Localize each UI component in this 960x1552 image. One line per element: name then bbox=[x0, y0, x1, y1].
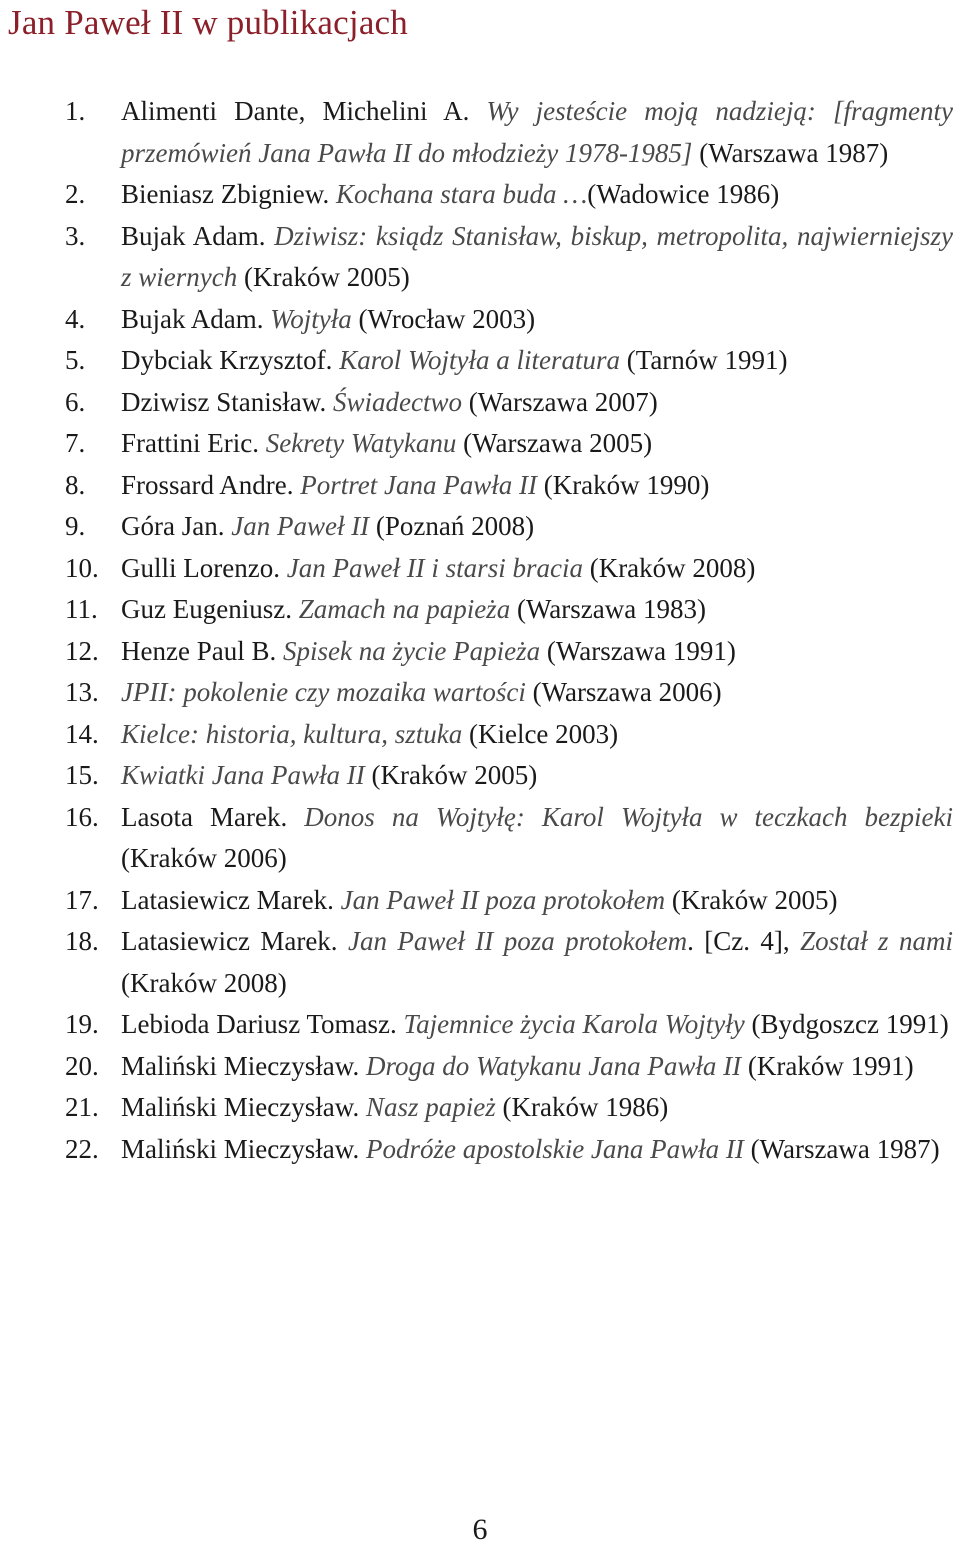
bibliography-entry bbox=[65, 631, 953, 673]
bibliography-entry bbox=[65, 755, 953, 797]
entry-title: Jan Paweł II i starsi bracia bbox=[286, 552, 583, 583]
entry-publication: (Kraków 2008) bbox=[582, 552, 756, 583]
entry-author: Frossard Andre. bbox=[121, 469, 301, 500]
entry-number: 19. bbox=[65, 1009, 99, 1039]
entry-number: 20. bbox=[65, 1050, 99, 1081]
entry-author: Maliński Mieczysław. bbox=[121, 1133, 366, 1164]
entry-title: Sekrety Watykanu bbox=[265, 428, 457, 458]
entry-author: Frattini Eric. bbox=[121, 428, 266, 458]
entry-number: 11. bbox=[65, 594, 98, 624]
entry-title: Nasz papież bbox=[365, 1092, 496, 1122]
entry-publication: (Warszawa 1983) bbox=[510, 594, 706, 624]
entry-author: Maliński Mieczysław. bbox=[121, 1092, 366, 1122]
bibliography-entry bbox=[65, 548, 953, 590]
entry-publication: (Warszawa 1987) bbox=[692, 137, 889, 168]
bibliography-entry bbox=[65, 174, 953, 216]
entry-number: 1. bbox=[65, 96, 86, 126]
entry-number: 8. bbox=[65, 469, 86, 500]
page-title: Jan Paweł II w publikacjach bbox=[8, 3, 408, 42]
bibliography-entry bbox=[65, 921, 953, 1004]
entry-title: Wojtyła bbox=[270, 303, 352, 334]
entry-publication: (Wrocław 2003) bbox=[351, 303, 536, 334]
entry-author: Lasota Marek. bbox=[121, 801, 305, 832]
entry-author: Bieniasz Zbigniew. bbox=[121, 179, 336, 209]
bibliography-entry bbox=[65, 797, 953, 880]
entry-publication: (Kraków 1990) bbox=[536, 469, 710, 500]
entry-author: Guz Eugeniusz. bbox=[121, 594, 299, 624]
entry-author: Latasiewicz Marek. bbox=[121, 926, 348, 956]
bibliography-entry bbox=[65, 382, 953, 424]
entry-publication: (Kraków 2006) bbox=[121, 843, 287, 873]
entry-title: Tajemnice życia Karola Wojtyły bbox=[403, 1009, 745, 1039]
entry-number: 12. bbox=[65, 635, 99, 666]
entry-number: 15. bbox=[65, 760, 99, 790]
bibliography-entry bbox=[65, 1046, 953, 1088]
entry-author: Bujak Adam. bbox=[121, 220, 275, 251]
entry-number: 22. bbox=[65, 1133, 99, 1164]
entry-number: 7. bbox=[65, 428, 86, 458]
bibliography-entry bbox=[65, 299, 953, 341]
entry-publication: (Warszawa 2005) bbox=[456, 428, 653, 458]
entry-title: Droga do Watykanu Jana Pawła II bbox=[365, 1050, 742, 1081]
bibliography-entry bbox=[65, 880, 953, 922]
entry-title: Dziwisz: ksiądz Stanisław, biskup, metropolita, najwierniejszy z wiernych bbox=[121, 220, 953, 292]
entry-publication: (Kraków 1986) bbox=[495, 1092, 669, 1122]
entry-number: 18. bbox=[65, 926, 99, 956]
entry-title: Kwiatki Jana Pawła II bbox=[121, 760, 365, 790]
entry-title: Wy jesteście moją nadzieją: [fragmenty przemówień Jana Pawła II do młodzieży 1978-1985] bbox=[121, 96, 953, 168]
entry-publication: (Warszawa 1987) bbox=[743, 1133, 940, 1164]
bibliography-entry bbox=[65, 91, 953, 174]
entry-number: 5. bbox=[65, 345, 86, 375]
bibliography-entry bbox=[65, 216, 953, 299]
page-number: 6 bbox=[472, 1513, 488, 1546]
entry-number: 4. bbox=[65, 303, 86, 334]
bibliography-entry bbox=[65, 506, 953, 548]
bibliography-entry bbox=[65, 1087, 953, 1129]
entry-author: Dybciak Krzysztof. bbox=[121, 345, 340, 375]
entry-publication: (Warszawa 1991) bbox=[540, 635, 736, 666]
entry-publication: (Warszawa 2007) bbox=[461, 386, 658, 417]
entry-publication: (Wadowice 1986) bbox=[587, 179, 780, 209]
entry-title: Kochana stara buda … bbox=[335, 179, 588, 209]
bibliography-entry bbox=[65, 672, 953, 714]
bibliography-entry bbox=[65, 340, 953, 382]
entry-number: 13. bbox=[65, 677, 99, 707]
bibliography-entry bbox=[65, 465, 953, 507]
entry-publication: (Warszawa 2006) bbox=[525, 677, 722, 707]
entry-author: Bujak Adam. bbox=[121, 303, 271, 334]
entry-publication: (Poznań 2008) bbox=[369, 511, 535, 541]
entry-title: Donos na Wojtyłę: Karol Wojtyła w teczkach bezpieki bbox=[304, 801, 953, 832]
entry-title-2: Został z nami bbox=[800, 926, 953, 956]
bibliography-entry bbox=[65, 423, 953, 465]
entry-number: 17. bbox=[65, 884, 99, 915]
entry-title: Jan Paweł II poza protokołem bbox=[340, 884, 666, 915]
entry-title: Spisek na życie Papieża bbox=[282, 635, 541, 666]
bibliography-entry bbox=[65, 589, 953, 631]
entry-title: Zamach na papieża bbox=[298, 594, 511, 624]
entry-title: Podróże apostolskie Jana Pawła II bbox=[365, 1133, 744, 1164]
entry-publication: (Kielce 2003) bbox=[462, 718, 619, 749]
entry-publication: (Kraków 1991) bbox=[741, 1050, 914, 1081]
entry-title: Jan Paweł II bbox=[231, 511, 370, 541]
entry-title: JPII: pokolenie czy mozaika wartości bbox=[121, 677, 526, 707]
entry-number: 3. bbox=[65, 220, 86, 251]
entry-number: 9. bbox=[65, 511, 86, 541]
entry-publication: (Kraków 2005) bbox=[237, 262, 410, 292]
entry-author: Latasiewicz Marek. bbox=[121, 884, 341, 915]
entry-title: Karol Wojtyła a literatura bbox=[339, 345, 620, 375]
entry-number: 21. bbox=[65, 1092, 99, 1122]
entry-number: 6. bbox=[65, 386, 86, 417]
entry-author: Dziwisz Stanisław. bbox=[121, 386, 333, 417]
entry-title: Kielce: historia, kultura, sztuka bbox=[121, 718, 463, 749]
entry-author: Gulli Lorenzo. bbox=[121, 552, 287, 583]
entry-number: 2. bbox=[65, 179, 86, 209]
entry-publication: (Kraków 2005) bbox=[665, 884, 838, 915]
entry-author: Alimenti Dante, Michelini A. bbox=[121, 96, 487, 126]
entry-author: Henze Paul B. bbox=[121, 635, 283, 666]
entry-number: 10. bbox=[65, 552, 99, 583]
bibliography-entry bbox=[65, 1004, 953, 1046]
entry-number: 16. bbox=[65, 801, 99, 832]
entry-publication-2: (Kraków 2008) bbox=[121, 967, 287, 998]
bibliography-entry bbox=[65, 1129, 953, 1171]
entry-number: 14. bbox=[65, 718, 99, 749]
bibliography-list bbox=[65, 91, 953, 1170]
entry-publication: (Kraków 2005) bbox=[364, 760, 538, 790]
entry-title: Portret Jana Pawła II bbox=[300, 469, 537, 500]
entry-publication: . [Cz. 4], bbox=[687, 926, 801, 956]
entry-publication: (Tarnów 1991) bbox=[619, 345, 788, 375]
entry-publication: (Bydgoszcz 1991) bbox=[744, 1009, 949, 1039]
entry-title: Jan Paweł II poza protokołem bbox=[347, 926, 688, 956]
entry-author: Góra Jan. bbox=[121, 511, 232, 541]
bibliography-entry bbox=[65, 714, 953, 756]
entry-author: Lebioda Dariusz Tomasz. bbox=[121, 1009, 404, 1039]
entry-author: Maliński Mieczysław. bbox=[121, 1050, 366, 1081]
entry-title: Świadectwo bbox=[332, 386, 462, 417]
